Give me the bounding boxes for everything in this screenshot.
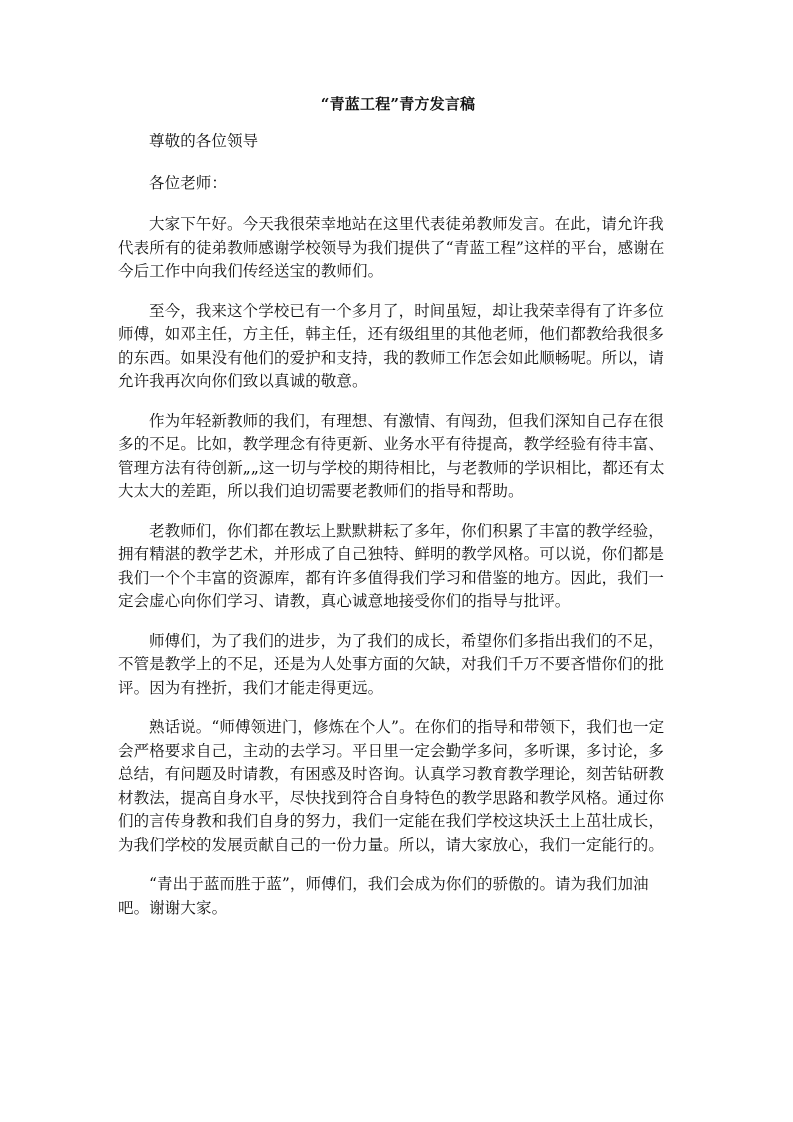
- paragraph-3: 作为年轻新教师的我们，有理想、有激情、有闯劲，但我们深知自己存在很多的不足。比如，教学理念有待更新、业务水平有待提高，教学经验有待丰富、管理方法有待创新„„这一切与学校的期待相比，与老教师的学识相比，都还有太大太大的差距，所以我们迫切需要老教师们的指导和帮助。: [118, 411, 665, 500]
- document-body: [118, 92, 678, 936]
- paragraph-1: 大家下午好。今天我很荣幸地站在这里代表徒弟教师发言。在此，请允许我代表所有的徒弟教师感谢学校领导为我们提供了“青蓝工程”这样的平台，感谢在今后工作中向我们传经送宝的教师们。: [118, 215, 665, 280]
- paragraph-6: 熟话说。“师傅领进门，修炼在个人”。在你们的指导和带领下，我们也一定会严格要求自己，主动的去学习。平日里一定会勤学多问，多听课，多讨论，多总结，有问题及时请教，有困惑及时咨询。认真学习教育教学理论，刻苦钻研教材教法，提高自身水平，尽快找到符合自身特色的教学思路和教学风格。通过你们的言传身教和我们自身的努力，我们一定能在我们学校这块沃土上茁壮成长，为我们学校的发展贡献自己的一份力量。所以，请大家放心，我们一定能行的。: [118, 718, 665, 854]
- salutation-teachers: 各位老师：: [149, 173, 228, 192]
- paragraph-2: 至今，我来这个学校已有一个多月了，时间虽短，却让我荣幸得有了许多位师傅，如邓主任，方主任，韩主任，还有级组里的其他老师，他们都教给我很多的东西。如果没有他们的爱护和支持，我的教师工作怎会如此顺畅呢。所以，请允许我再次向你们致以真诚的敬意。: [118, 301, 665, 390]
- paragraph-5: 师傅们，为了我们的进步，为了我们的成长，希望你们多指出我们的不足，不管是教学上的不足，还是为人处事方面的欠缺，对我们千万不要吝惜你们的批评。因为有挫折，我们才能走得更远。: [118, 631, 665, 697]
- salutation-leaders: 尊敬的各位领导: [149, 132, 259, 150]
- paragraph-7: “青出于蓝而胜于蓝”，师傅们，我们会成为你们的骄傲的。请为我们加油吧。谢谢大家。: [118, 875, 649, 917]
- paragraph-4: 老教师们，你们都在教坛上默默耕耘了多年，你们积累了丰富的教学经验，拥有精湛的教学艺术，并形成了自己独特、鲜明的教学风格。可以说，你们都是我们一个个丰富的资源库，都有许多值得我们学习和借鉴的地方。因此，我们一定会虚心向你们学习、请教，真心诚意地接受你们的指导与批评。: [118, 521, 665, 610]
- document-title: “青蓝工程”青方发言稿: [320, 95, 476, 113]
